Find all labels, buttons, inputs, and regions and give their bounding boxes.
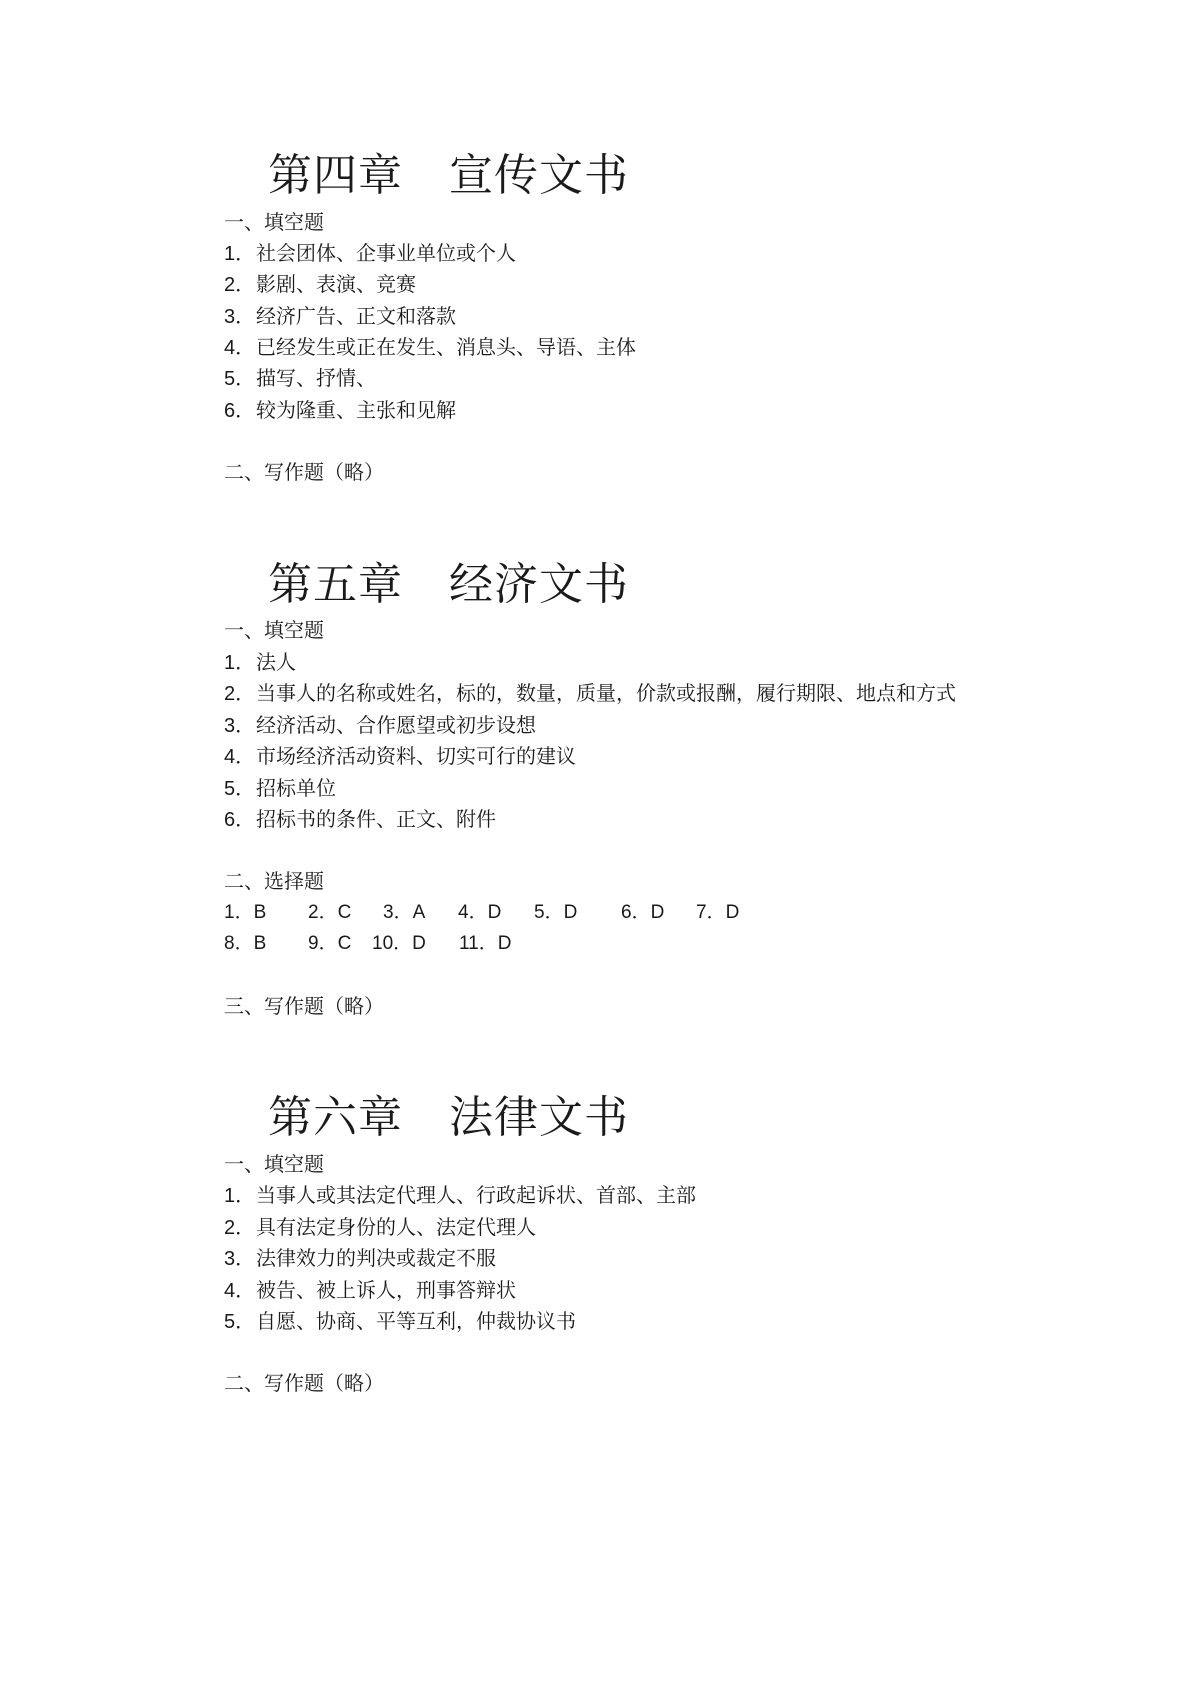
list-item: 3．经济广告、正文和落款 <box>224 304 456 328</box>
list-item: 1．法人 <box>224 650 296 674</box>
section-heading: 二、选择题 <box>224 869 324 893</box>
section-heading: 二、写作题（略） <box>224 1371 384 1395</box>
list-item: 6．招标书的条件、正文、附件 <box>224 807 496 831</box>
list-item: 3．经济活动、合作愿望或初步设想 <box>224 713 536 737</box>
list-item: 4．已经发生或正在发生、消息头、导语、主体 <box>224 335 636 359</box>
choice-answer: 11．D <box>459 933 512 954</box>
list-item: 4．被告、被上诉人，刑事答辩状 <box>224 1278 516 1302</box>
choice-answer: 2．C <box>308 902 352 923</box>
list-item: 5．招标单位 <box>224 776 336 800</box>
section-heading: 三、写作题（略） <box>224 994 384 1018</box>
list-item: 2．影剧、表演、竞赛 <box>224 272 416 296</box>
section-heading: 一、填空题 <box>224 210 324 234</box>
list-item: 6．较为隆重、主张和见解 <box>224 398 456 422</box>
choice-answer: 1．B <box>224 902 267 923</box>
list-item: 2．当事人的名称或姓名，标的，数量，质量，价款或报酬，履行期限、地点和方式 <box>224 681 956 705</box>
choice-answer: 3．A <box>383 902 426 923</box>
choice-answer: 9．C <box>308 933 352 954</box>
choice-answer: 10．D <box>372 933 426 954</box>
choice-answer: 8．B <box>224 933 267 954</box>
choice-answer: 4．D <box>458 902 502 923</box>
section-heading: 一、填空题 <box>224 1152 324 1176</box>
chapter-title: 第六章 法律文书 <box>268 1092 629 1143</box>
choice-answers-row <box>224 900 924 926</box>
section-heading: 二、写作题（略） <box>224 460 384 484</box>
chapter-title: 第四章 宣传文书 <box>268 150 629 201</box>
choice-answer: 5．D <box>534 902 578 923</box>
list-item: 1．当事人或其法定代理人、行政起诉状、首部、主部 <box>224 1183 696 1207</box>
list-item: 5．描写、抒情、 <box>224 366 376 390</box>
list-item: 2．具有法定身份的人、法定代理人 <box>224 1215 536 1239</box>
list-item: 4．市场经济活动资料、切实可行的建议 <box>224 744 576 768</box>
choice-answer: 6．D <box>621 902 665 923</box>
choice-answers-row <box>224 931 924 957</box>
chapter-title: 第五章 经济文书 <box>268 559 629 610</box>
section-heading: 一、填空题 <box>224 618 324 642</box>
list-item: 3．法律效力的判决或裁定不服 <box>224 1246 496 1270</box>
list-item: 5．自愿、协商、平等互利，仲裁协议书 <box>224 1309 576 1333</box>
choice-answer: 7．D <box>696 902 740 923</box>
list-item: 1．社会团体、企事业单位或个人 <box>224 241 516 265</box>
